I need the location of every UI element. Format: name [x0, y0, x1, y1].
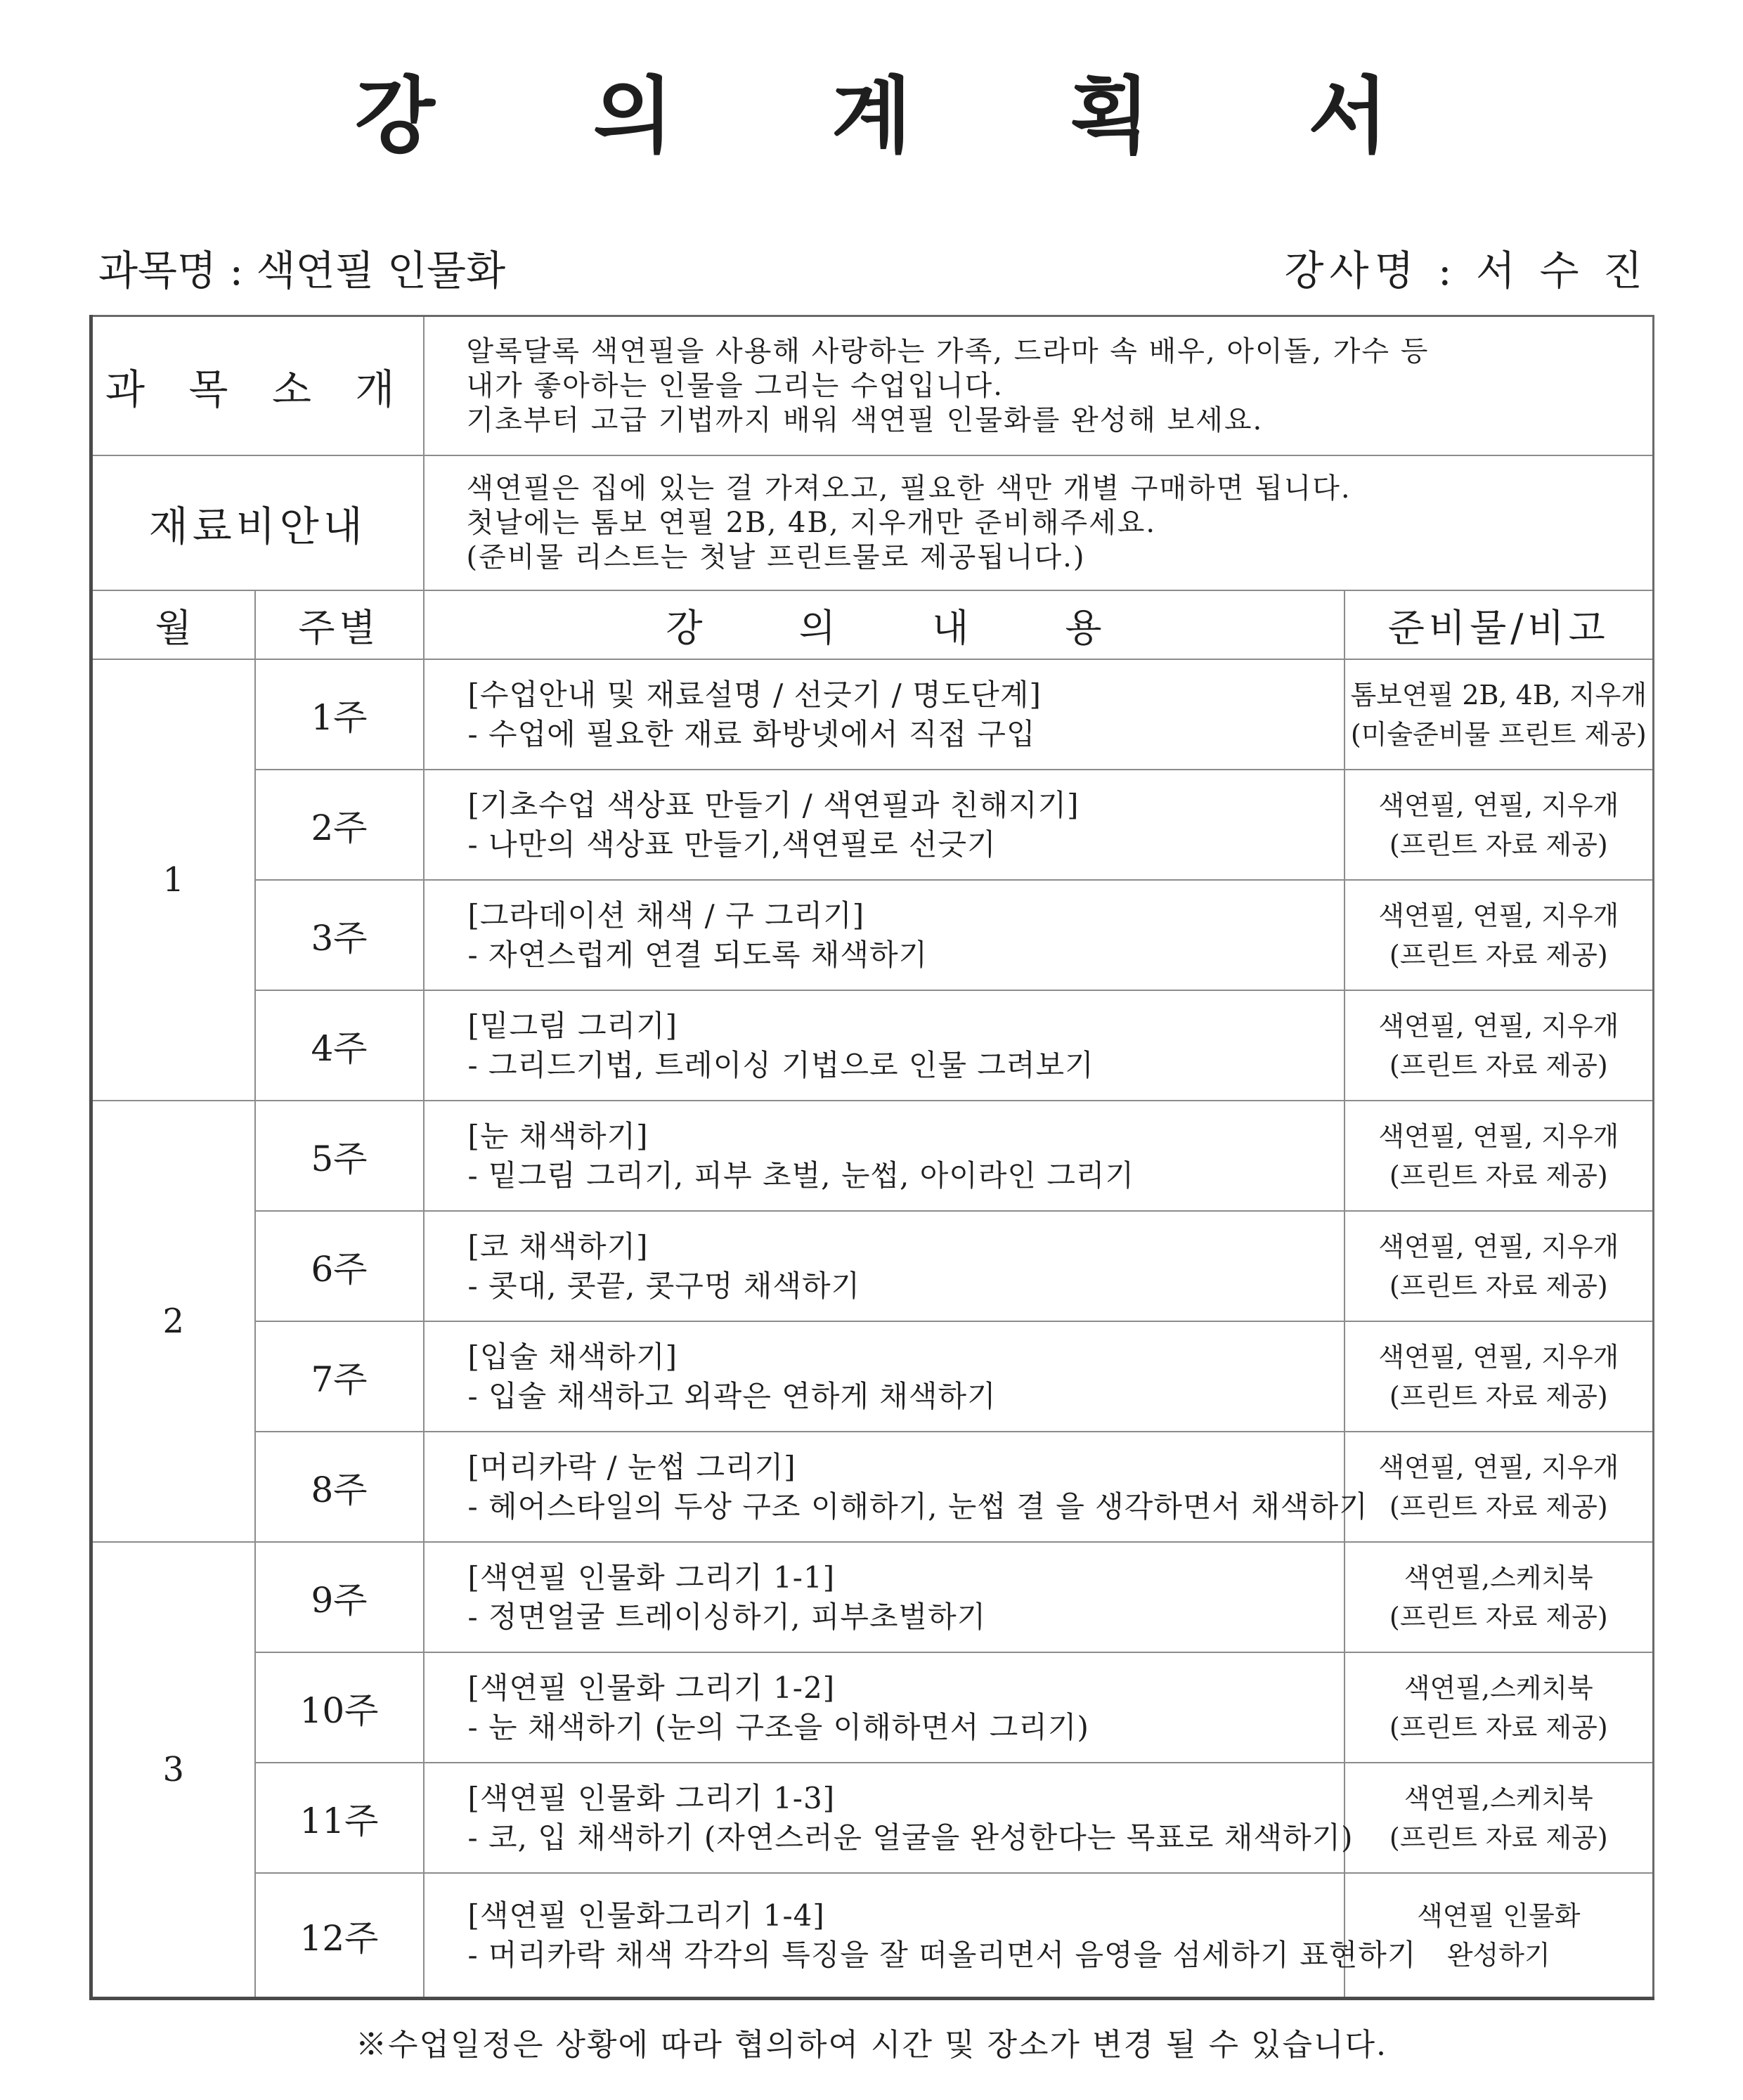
content-detail: - 콧대, 콧끝, 콧구멍 채색하기: [467, 1268, 861, 1303]
note-cell: [1344, 659, 1654, 770]
table-row: [91, 1101, 1654, 1211]
table-row: [91, 1873, 1654, 1999]
note-line: (프린트 자료 제공): [1389, 1491, 1608, 1522]
note-line: 색연필,스케치북: [1404, 1562, 1593, 1593]
intro-text: [424, 316, 1654, 456]
content-topic: [색연필 인물화 그리기 1-3]: [467, 1780, 836, 1815]
content-topic: [색연필 인물화 그리기 1-1]: [467, 1560, 836, 1595]
content-detail: - 입술 채색하고 외곽은 연하게 채색하기: [467, 1378, 997, 1413]
intro-row: [91, 316, 1654, 456]
content-detail: - 코, 입 채색하기 (자연스러운 얼굴을 완성한다는 목표로 채색하기): [467, 1820, 1354, 1855]
content-detail: - 눈 채색하기 (눈의 구조을 이해하면서 그리기): [467, 1709, 1089, 1744]
content-cell: [424, 1542, 1344, 1652]
content-topic: [입술 채색하기]: [467, 1339, 678, 1374]
content-topic: [기초수업 색상표 만들기 / 색연필과 친해지기]: [467, 787, 1080, 822]
note-line: (프린트 자료 제공): [1389, 1711, 1608, 1743]
table-row: [91, 1652, 1654, 1763]
content-cell: [424, 1432, 1368, 1542]
month-cell: 1: [91, 659, 255, 1101]
note-line: (프린트 자료 제공): [1389, 1601, 1608, 1633]
note-line: 색연필, 연필, 지우개: [1378, 1341, 1619, 1373]
note-cell: [1344, 770, 1654, 880]
content-detail: - 밑그림 그리기, 피부 초벌, 눈썹, 아이라인 그리기: [467, 1158, 1135, 1193]
content-topic: [밑그림 그리기]: [467, 1008, 678, 1043]
note-cell: [1344, 1101, 1654, 1211]
note-line: 완성하기: [1446, 1939, 1550, 1971]
week-cell: 7주: [255, 1321, 424, 1432]
month-cell: 2: [91, 1101, 255, 1542]
table-row: [91, 880, 1654, 990]
table-row: [91, 1542, 1654, 1652]
table-row: [91, 1211, 1654, 1321]
header-note: 준비물/비고: [1344, 590, 1654, 659]
note-cell: [1344, 1542, 1654, 1652]
note-line: 색연필, 연필, 지우개: [1378, 1451, 1619, 1483]
content-cell: [424, 770, 1344, 880]
week-cell: 2주: [255, 770, 424, 880]
intro-line: 내가 좋아하는 인물을 그리는 수업입니다.: [466, 369, 1004, 402]
instructor-name: 강사명 : 서 수 진: [1284, 247, 1648, 294]
week-cell: 11주: [255, 1763, 424, 1873]
note-line: (미술준비물 프린트 제공): [1350, 718, 1647, 750]
footer-notice: ※수업일정은 상황에 따라 협의하여 시간 및 장소가 변경 될 수 있습니다.: [356, 2027, 1387, 2063]
table-row: [91, 1432, 1654, 1542]
content-cell: [424, 1211, 1344, 1321]
content-topic: [눈 채색하기]: [467, 1118, 649, 1153]
content-cell: [424, 1763, 1354, 1873]
note-cell: [1344, 1763, 1654, 1873]
page-title: 강 의 계 획 서: [354, 67, 1453, 164]
content-detail: - 정면얼굴 트레이싱하기, 피부초벌하기: [467, 1599, 987, 1634]
note-cell: [1344, 1211, 1654, 1321]
content-topic: [색연필 인물화그리기 1-4]: [467, 1898, 825, 1933]
header-month: 월: [91, 590, 255, 659]
week-cell: 4주: [255, 990, 424, 1101]
content-topic: [코 채색하기]: [467, 1229, 649, 1264]
note-line: (프린트 자료 제공): [1389, 829, 1608, 860]
table-row: [91, 1321, 1654, 1432]
content-topic: [색연필 인물화 그리기 1-2]: [467, 1670, 836, 1705]
note-line: 색연필, 연필, 지우개: [1378, 789, 1619, 821]
note-cell: [1344, 1321, 1654, 1432]
note-line: 색연필, 연필, 지우개: [1378, 1010, 1619, 1042]
materials-row: [91, 455, 1654, 590]
header-week: 주별: [255, 590, 424, 659]
content-cell: [424, 1101, 1344, 1211]
week-cell: 10주: [255, 1652, 424, 1763]
note-line: (프린트 자료 제공): [1389, 1160, 1608, 1191]
note-line: 색연필, 연필, 지우개: [1378, 1231, 1619, 1262]
table-row: [91, 1763, 1654, 1873]
content-cell: [424, 880, 1344, 990]
content-detail: - 자연스럽게 연결 되도록 채색하기: [467, 937, 928, 972]
note-cell: [1344, 990, 1654, 1101]
table-row: [91, 770, 1654, 880]
content-cell: [424, 1873, 1417, 1999]
note-cell: [1344, 880, 1654, 990]
note-line: (프린트 자료 제공): [1389, 1270, 1608, 1302]
materials-label: 재료비안내: [91, 455, 424, 590]
lecture-plan-table: [89, 315, 1654, 2000]
intro-line: 기초부터 고급 기법까지 배워 색연필 인물화를 완성해 보세요.: [466, 403, 1264, 436]
note-line: (프린트 자료 제공): [1389, 1380, 1608, 1412]
content-detail: - 머리카락 채색 각각의 특징을 잘 떠올리면서 음영을 섬세하기 표현하기: [467, 1937, 1417, 1972]
note-line: 색연필,스케치북: [1404, 1782, 1593, 1814]
content-topic: [그라데이션 채색 / 구 그리기]: [467, 897, 865, 933]
content-topic: [수업안내 및 재료설명 / 선긋기 / 명도단계]: [467, 677, 1042, 712]
intro-line: 알록달록 색연필을 사용해 사랑하는 가족, 드라마 속 배우, 아이돌, 가수 등: [466, 335, 1430, 368]
month-cell: 3: [91, 1542, 255, 1999]
table-row: [91, 659, 1654, 770]
week-cell: 5주: [255, 1101, 424, 1211]
note-line: 색연필,스케치북: [1404, 1672, 1593, 1704]
week-cell: 3주: [255, 880, 424, 990]
table-row: [91, 990, 1654, 1101]
materials-line: (준비물 리스트는 첫날 프린트물로 제공됩니다.): [466, 540, 1086, 573]
materials-line: 색연필은 집에 있는 걸 가져오고, 필요한 색만 개별 구매하면 됩니다.: [466, 472, 1352, 505]
header-row: [91, 590, 1654, 659]
note-line: 색연필 인물화: [1417, 1900, 1581, 1931]
materials-text: [424, 455, 1654, 590]
content-detail: - 그리드기법, 트레이싱 기법으로 인물 그려보기: [467, 1047, 1094, 1082]
note-cell: [1344, 1873, 1654, 1999]
week-cell: 6주: [255, 1211, 424, 1321]
intro-label: 과 목 소 개: [91, 316, 424, 456]
header-content: 강 의 내 용: [424, 590, 1344, 659]
note-cell: [1344, 1652, 1654, 1763]
note-line: 색연필, 연필, 지우개: [1378, 1120, 1619, 1152]
note-cell: [1344, 1432, 1654, 1542]
note-line: (프린트 자료 제공): [1389, 1822, 1608, 1853]
note-line: 색연필, 연필, 지우개: [1378, 900, 1619, 931]
content-topic: [머리카락 / 눈썹 그리기]: [467, 1449, 796, 1484]
week-cell: 9주: [255, 1542, 424, 1652]
content-cell: [424, 990, 1344, 1101]
materials-line: 첫날에는 톰보 연필 2B, 4B, 지우개만 준비해주세요.: [466, 506, 1157, 539]
content-cell: [424, 1652, 1344, 1763]
week-cell: 8주: [255, 1432, 424, 1542]
content-detail: - 나만의 색상표 만들기,색연필로 선긋기: [467, 827, 997, 862]
note-line: 톰보연필 2B, 4B, 지우개: [1350, 679, 1647, 711]
week-cell: 12주: [255, 1873, 424, 1999]
content-cell: [424, 659, 1344, 770]
content-detail: - 수업에 필요한 재료 화방넷에서 직접 구입: [467, 716, 1036, 751]
content-cell: [424, 1321, 1344, 1432]
week-cell: 1주: [255, 659, 424, 770]
note-line: (프린트 자료 제공): [1389, 1049, 1608, 1081]
content-detail: - 헤어스타일의 두상 구조 이해하기, 눈썹 결 을 생각하면서 채색하기: [467, 1489, 1368, 1524]
note-line: (프린트 자료 제공): [1389, 939, 1608, 971]
subject-name: 과목명 : 색연필 인물화: [98, 247, 506, 294]
